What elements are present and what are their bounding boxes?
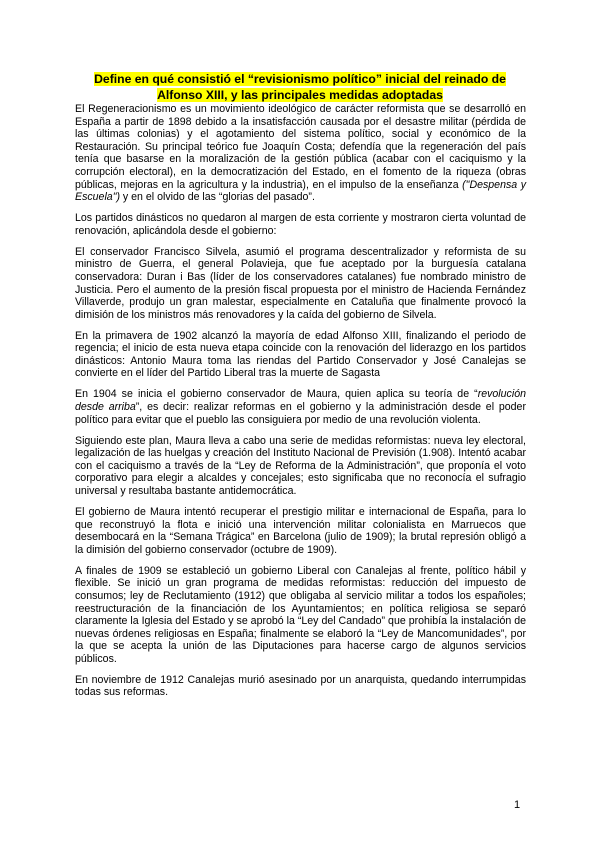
document-title <box>75 71 525 103</box>
paragraph-7 <box>75 506 526 556</box>
paragraph-text: En la primavera de 1902 alcanzó la mayoría de edad Alfonso XIII, finalizando el periodo de regencia; el inicio de esta nueva etapa coincide con la renovación del liderazgo en los partidos dinásticos: Antonio Maura toma las riendas del Partido Conservador y José Canalejas se convierte en el líder del Partido Liberal tras la muerte de Sagasta <box>75 329 526 380</box>
paragraph-4 <box>75 330 526 380</box>
paragraph-text: El gobierno de Maura intentó recuperar el prestigio militar e internacional de España, para lo que reconstruyó la flota e inició una intervención militar colonialista en Marruecos que desembocará en la “Semana Trágica” en Barcelona (julio de 1909); la brutal represión obligó a la dimisión del gobierno conservador (octubre de 1909). <box>75 505 526 556</box>
paragraph-text: El conservador Francisco Silvela, asumió el programa descentralizador y reformista de su ministro de Guerra, el general Polavieja, que fue aceptado por la burguesía catalana conservadora: Duran i Bas (líder de los conservadores catalanes) fue nombrado ministro de Justicia. Pero el aumento de la presión fiscal propuesta por el ministro de Hacienda Fernández Villaverde, produjo un gran malestar, especialmente en Cataluña que finalmente provocó la dimisión de los ministros más renovadores y la caída del gobierno de Silvela. <box>75 245 526 321</box>
emphasis-text: revolución desde arriba <box>75 388 526 414</box>
emphasis-text: ("Despensa y Escuela") <box>75 178 526 204</box>
paragraph-text: y en el olvido de las “glorias del pasado”. <box>119 191 315 204</box>
paragraph-2 <box>75 212 526 237</box>
paragraph-5 <box>75 388 526 426</box>
paragraph-text: En 1904 se inicia el gobierno conservador de Maura, quien aplica su teoría de “ <box>75 388 478 401</box>
paragraph-1 <box>75 103 526 204</box>
paragraph-text: Los partidos dinásticos no quedaron al margen de esta corriente y mostraron cierta voluntad de renovación, aplicándola desde el gobierno: <box>75 212 526 237</box>
paragraph-9 <box>75 674 526 699</box>
paragraph-text: Siguiendo este plan, Maura lleva a cabo una serie de medidas reformistas: nueva ley electoral, legalización de las huelgas y creación del Instituto Nacional de Previsión (1.908). Intentó acabar con el caciquismo a través de la “Ley de Reforma de la Administración”, que proponía el voto corporativo para elegir a alcaldes y concejales; esto significaba que no reconocía el sufragio universal y resultaba bastante antidemocrática. <box>75 434 526 497</box>
page-number: 1 <box>514 799 521 811</box>
paragraph-text: ”, es decir: realizar reformas en el gobierno y la administración desde el poder político para evitar que el pueblo las consiguiera por medio de una revolución violenta. <box>75 401 526 426</box>
paragraph-6 <box>75 435 526 498</box>
title-line-2: Alfonso XIII, y las principales medidas adoptadas <box>157 88 443 102</box>
document-body <box>75 103 526 707</box>
paragraph-8 <box>75 565 526 666</box>
paragraph-text: A finales de 1909 se estableció un gobierno Liberal con Canalejas al frente, político hábil y flexible. Se inició un gran programa de medidas reformistas: reducción del impuesto de consumos; ley de Reclutamiento (1912) que obligaba al servicio militar a todos los españoles; reestructuración de la financiación de los Ayuntamientos; en política religiosa se separó claramente la Iglesia del Estado y se aprobó la “Ley del Candado” que prohibía la instalación de nuevas órdenes religiosas en España; finalmente se elaboró la “Ley de Mancomunidades”, por la que se acepta la unión de las Diputaciones para hacerse cargo de algunos servicios públicos. <box>75 564 526 665</box>
paragraph-text: En noviembre de 1912 Canalejas murió asesinado por un anarquista, quedando interrumpidas todas sus reformas. <box>75 673 526 699</box>
paragraph-text: El Regeneracionismo es un movimiento ideológico de carácter reformista que se desarrolló en España a partir de 1898 debido a la insatisfacción causada por el desastre militar (pérdida de las últimas colonias) y el agotamiento del sistema político, social y económico de la Restauración. Su principal teórico fue Joaquín Costa; defendía que la regeneración del país tenía que basarse en la moralización de la gestión pública (acabar con el caciquismo y la corrupción electoral), en la democratización del Estado, en el fomento de la riqueza (obras públicas, mejoras en la agricultura y la industria), en el impulso de la enseñanza <box>75 103 526 191</box>
title-line-1: Define en qué consistió el “revisionismo político” inicial del reinado de <box>94 72 506 86</box>
paragraph-3 <box>75 246 526 322</box>
